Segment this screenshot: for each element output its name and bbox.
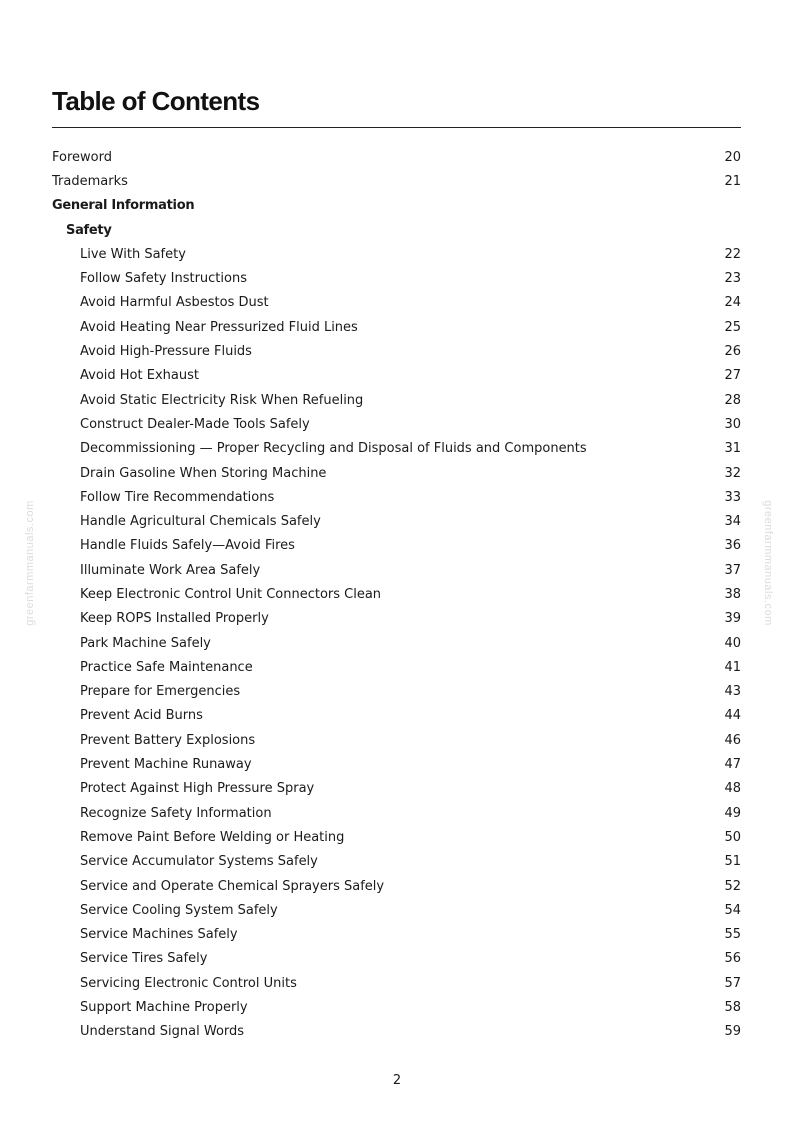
toc-entry-page: 55 [724,927,741,943]
toc-entry-page: 22 [724,246,741,262]
toc-entry-label: Protect Against High Pressure Spray [80,781,315,797]
toc-entry[interactable] [52,412,741,436]
toc-entry-page: 40 [724,635,741,651]
toc-entry-label: Avoid Harmful Asbestos Dust [80,295,269,311]
toc-entry-page: 57 [724,975,741,991]
toc-entry[interactable] [52,242,741,266]
toc-entry-label: Avoid Hot Exhaust [80,368,199,384]
toc-entry-page: 31 [724,441,741,457]
toc-entry[interactable] [52,145,741,169]
toc-entry-page: 47 [724,757,741,773]
toc-entry[interactable] [52,995,741,1019]
toc-entry[interactable] [52,339,741,363]
toc-entry-page: 38 [724,586,741,602]
toc-entry-page: 32 [724,465,741,481]
toc-entry-page: 50 [724,829,741,845]
toc-entry-page: 41 [724,659,741,675]
toc-entry-label: Drain Gasoline When Storing Machine [80,465,327,481]
toc-entry-page: 23 [724,271,741,287]
toc-entry-label: Prevent Acid Burns [80,708,203,724]
toc-entry-page: 36 [724,538,741,554]
toc-entry-page: 33 [724,489,741,505]
toc-entry-page: 43 [724,684,741,700]
toc-entry-label: Remove Paint Before Welding or Heating [80,829,345,845]
toc-entry[interactable] [52,1020,741,1044]
toc-entry[interactable] [52,680,741,704]
toc-entry-label: Follow Tire Recommendations [80,489,275,505]
toc-entry-label: Follow Safety Instructions [80,271,247,287]
toc-entry[interactable] [52,801,741,825]
toc-entry[interactable] [52,874,741,898]
toc-entry-label: Decommissioning — Proper Recycling and Disposal of Fluids and Components [80,441,587,457]
toc-entry-label: Safety [66,222,112,238]
toc-entry-page: 48 [724,781,741,797]
toc-entry-page: 46 [724,732,741,748]
toc-entry-label: Avoid Heating Near Pressurized Fluid Lines [80,319,358,335]
toc-entry[interactable] [52,777,741,801]
toc-entry-label: Trademarks [52,173,128,189]
toc-entry[interactable] [52,655,741,679]
toc-entry-label: Recognize Safety Information [80,805,272,821]
toc-entry-page: 21 [724,173,741,189]
toc-entry-page: 34 [724,514,741,530]
toc-entry-page: 58 [724,1000,741,1016]
toc-entry[interactable] [52,631,741,655]
toc-entry[interactable] [52,364,741,388]
toc-entry[interactable] [52,437,741,461]
toc-entry-page: 24 [724,295,741,311]
toc-list [52,145,741,1044]
toc-entry[interactable] [52,169,741,193]
toc-entry-label: Construct Dealer-Made Tools Safely [80,416,310,432]
toc-section-heading [52,194,741,218]
title-divider [52,127,741,128]
toc-section-heading [52,218,741,242]
toc-entry[interactable] [52,898,741,922]
toc-entry[interactable] [52,704,741,728]
toc-entry-page: 30 [724,416,741,432]
toc-entry-page: 56 [724,951,741,967]
toc-entry-label: Understand Signal Words [80,1024,245,1040]
toc-entry-label: Prevent Battery Explosions [80,732,256,748]
toc-entry-label: Keep Electronic Control Unit Connectors Clean [80,586,382,602]
toc-entry[interactable] [52,388,741,412]
toc-entry-page: 26 [724,344,741,360]
toc-entry-label: Servicing Electronic Control Units [80,975,297,991]
toc-entry[interactable] [52,266,741,290]
toc-entry-label: Support Machine Properly [80,1000,248,1016]
toc-entry-label: Service Tires Safely [80,951,208,967]
toc-entry[interactable] [52,485,741,509]
toc-entry[interactable] [52,534,741,558]
toc-entry[interactable] [52,825,741,849]
toc-entry-label: Prepare for Emergencies [80,684,241,700]
toc-entry-page: 28 [724,392,741,408]
page-title: Table of Contents [52,86,260,116]
toc-entry[interactable] [52,850,741,874]
toc-entry-label: Keep ROPS Installed Properly [80,611,269,627]
toc-entry-page: 52 [724,878,741,894]
toc-entry[interactable] [52,728,741,752]
toc-entry[interactable] [52,607,741,631]
toc-entry-label: Service Cooling System Safely [80,902,278,918]
toc-entry-page: 59 [724,1024,741,1040]
toc-entry-page: 37 [724,562,741,578]
toc-entry-page: 25 [724,319,741,335]
toc-entry[interactable] [52,315,741,339]
toc-entry-page: 51 [724,854,741,870]
toc-entry-label: Handle Fluids Safely—Avoid Fires [80,538,295,554]
toc-entry-label: Park Machine Safely [80,635,211,651]
toc-entry[interactable] [52,923,741,947]
toc-entry[interactable] [52,947,741,971]
page-number: 2 [392,1073,402,1088]
toc-entry-label: Prevent Machine Runaway [80,757,252,773]
toc-entry-label: Handle Agricultural Chemicals Safely [80,514,321,530]
toc-entry-label: Illuminate Work Area Safely [80,562,261,578]
toc-entry[interactable] [52,752,741,776]
toc-entry-label: Service Machines Safely [80,927,238,943]
toc-entry-label: Live With Safety [80,246,186,262]
toc-entry-page: 39 [724,611,741,627]
watermark-left-text: greenfarmmanuals.com [24,500,36,626]
toc-entry-page: 44 [724,708,741,724]
toc-entry[interactable] [52,509,741,533]
toc-entry-page: 54 [724,902,741,918]
toc-entry-label: Avoid High-Pressure Fluids [80,344,252,360]
toc-entry[interactable] [52,582,741,606]
toc-entry-page: 27 [724,368,741,384]
toc-entry-page: 20 [724,149,741,165]
toc-entry-label: Foreword [52,149,112,165]
toc-entry-label: Practice Safe Maintenance [80,659,253,675]
toc-entry-label: General Information [52,198,195,214]
toc-entry[interactable] [52,558,741,582]
toc-entry-label: Avoid Static Electricity Risk When Refueling [80,392,364,408]
toc-entry-label: Service and Operate Chemical Sprayers Safely [80,878,385,894]
toc-entry-page: 49 [724,805,741,821]
toc-entry-label: Service Accumulator Systems Safely [80,854,318,870]
toc-entry[interactable] [52,291,741,315]
toc-entry[interactable] [52,971,741,995]
watermark-right-text: greenfarmmanuals.com [762,500,774,626]
toc-entry[interactable] [52,461,741,485]
